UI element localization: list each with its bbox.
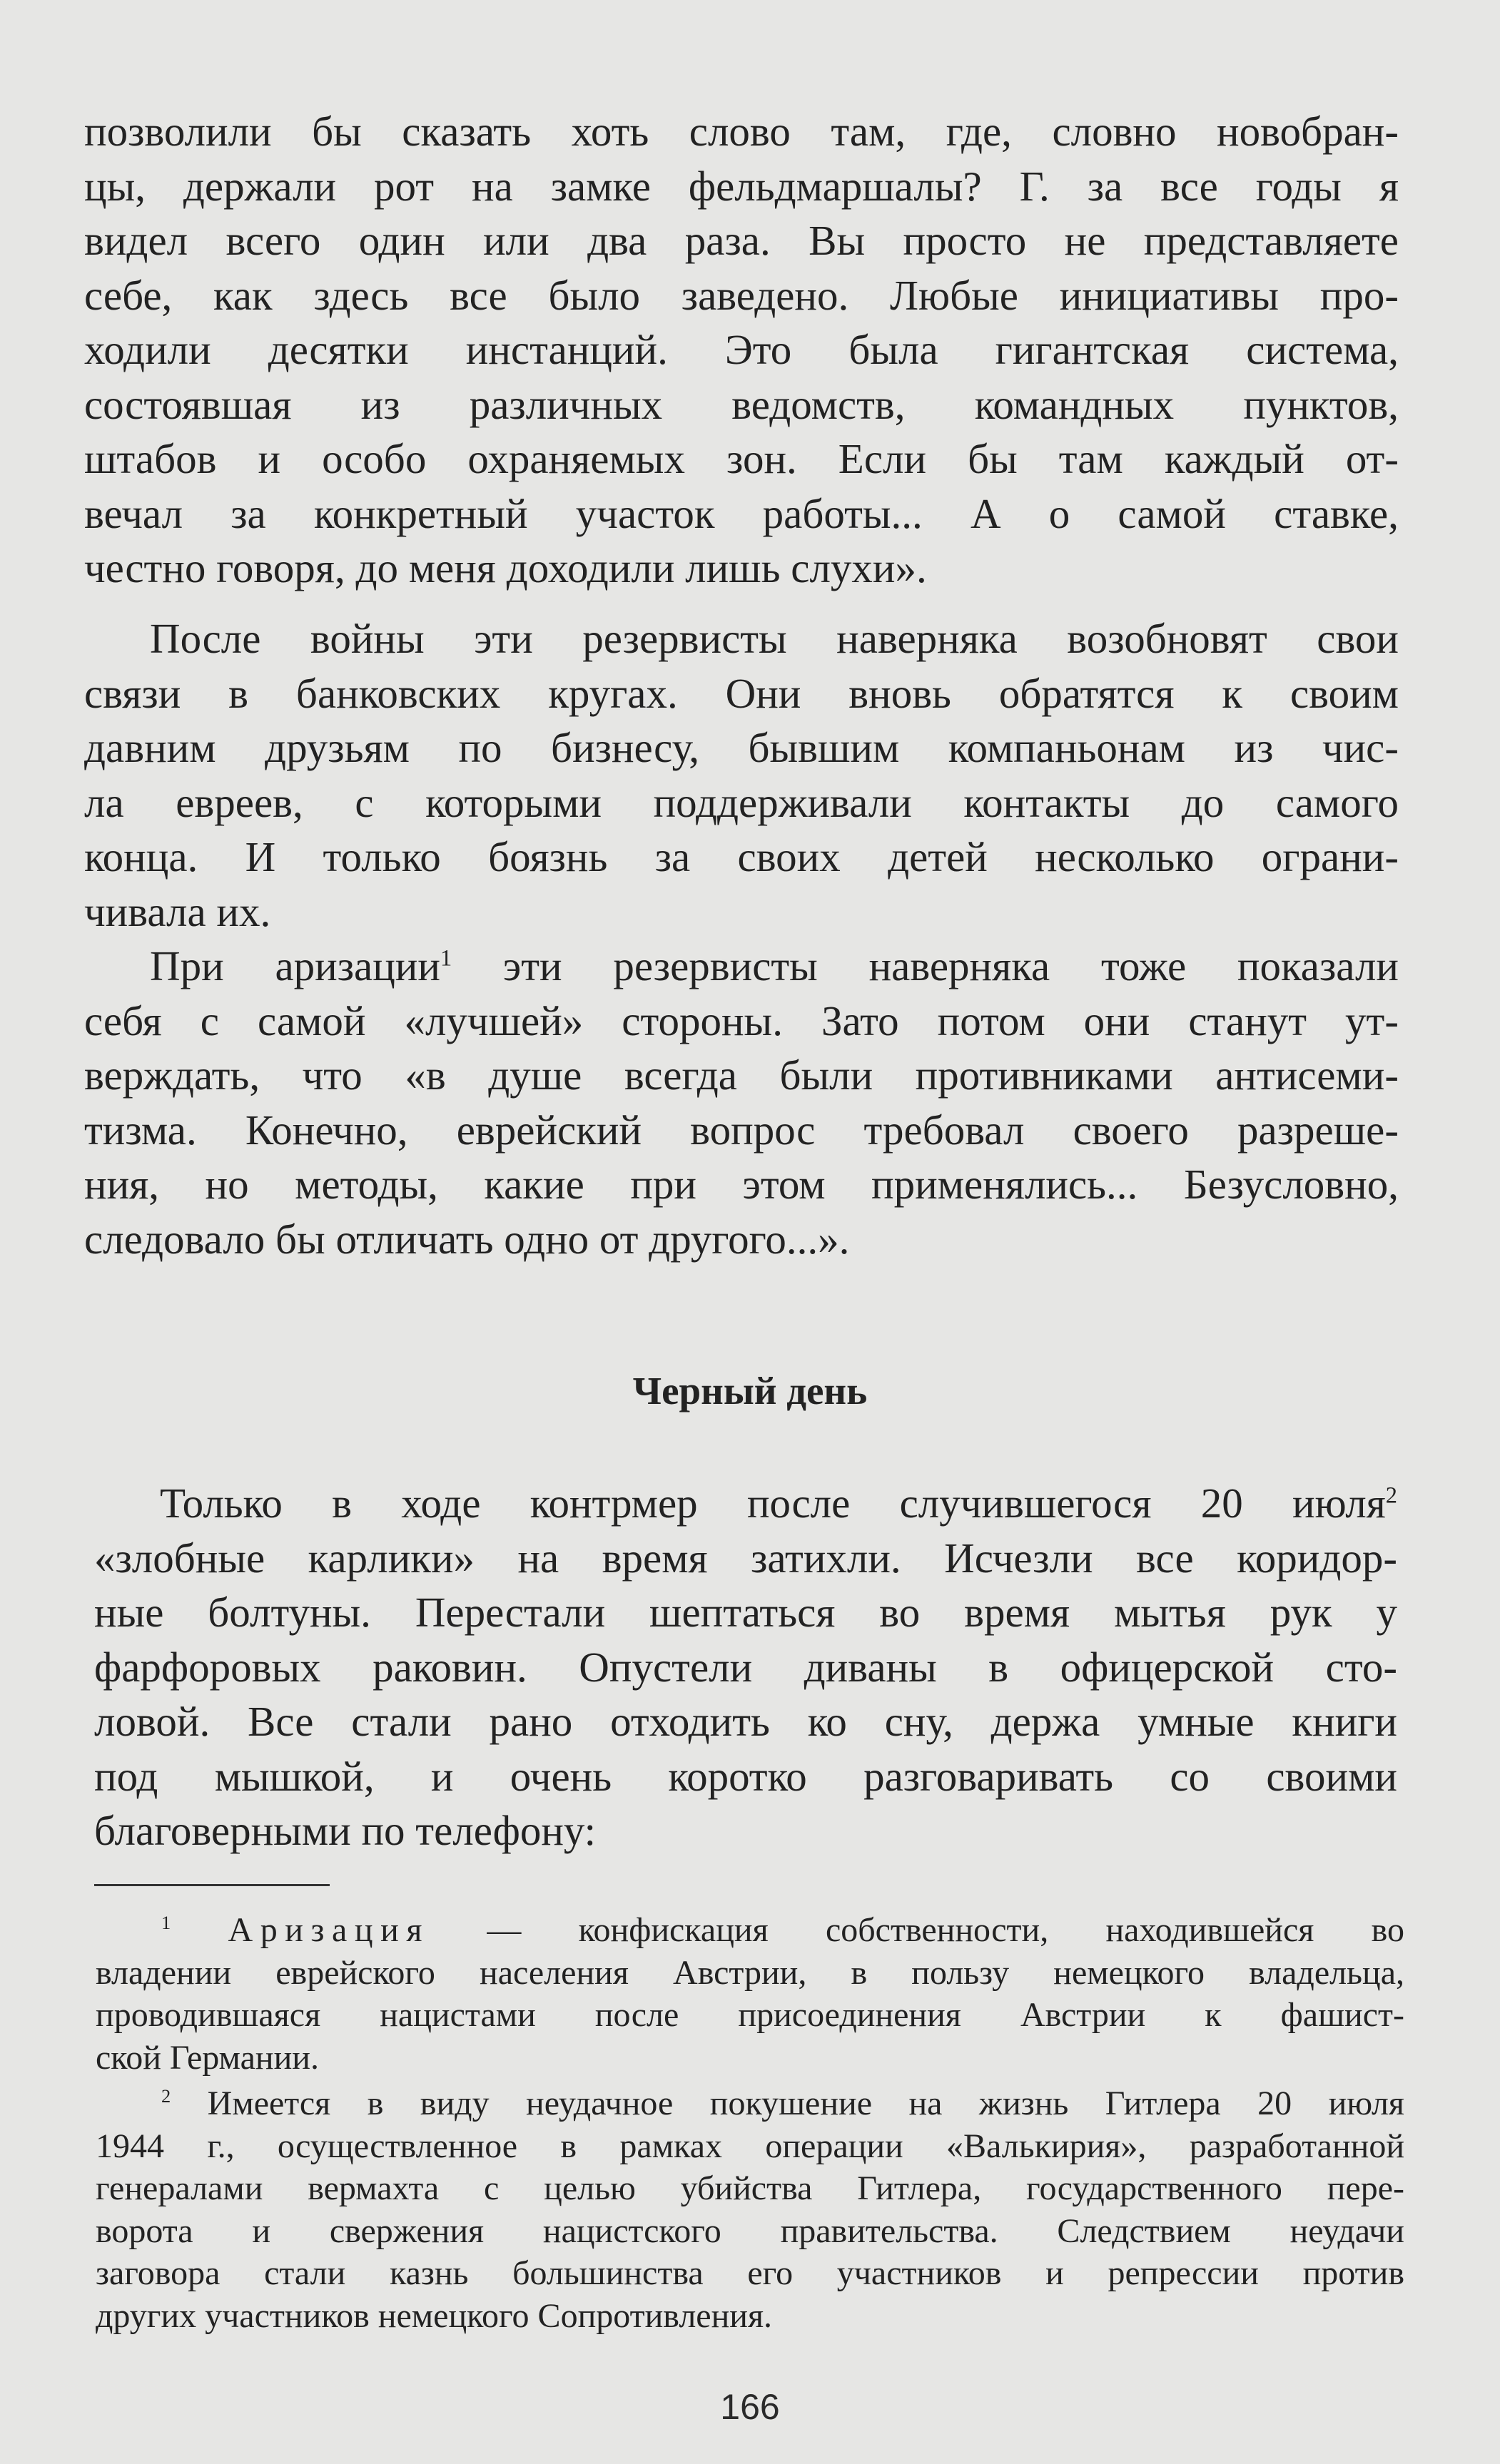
text-line (94, 1476, 1397, 1531)
text-line: состоявшая из различных ведомств, командных пунктов, (84, 380, 1399, 428)
text-line: ловой. Все стали рано отходить ко сну, держа умные книги (94, 1698, 1397, 1745)
text-line: владении еврейского населения Австрии, в пользу немецкого владельца, (96, 1953, 1404, 1992)
text-fragment: При аризации (150, 942, 440, 989)
text-line: заговора стали казнь большинства его участников и репрессии против (96, 2254, 1404, 2292)
footnote-number: 2 (161, 2085, 171, 2107)
text-line: ла евреев, с которыми поддерживали контакты до самого (84, 778, 1399, 826)
footnote-number: 1 (161, 1912, 171, 1933)
section-heading: Черный день (632, 1369, 868, 1412)
text-line: проводившаяся нацистами после присоединения Австрии к фашист- (96, 1996, 1404, 2034)
text-line: фарфоровых раковин. Опустели диваны в офицерской сто- (94, 1643, 1397, 1691)
text-line: вечал за конкретный участок работы... А о самой ставке, (84, 489, 1399, 537)
text-line: благоверными по телефону: (94, 1807, 597, 1854)
footnote-1 (96, 1909, 1404, 2079)
text-line: ния, но методы, какие при этом применялись... Безусловно, (84, 1161, 1399, 1208)
paragraph-4 (94, 1476, 1397, 1858)
text-line: цы, держали рот на замке фельдмаршалы? Г. за все годы я (84, 162, 1399, 210)
text-line: себе, как здесь все было заведено. Любые инициативы про- (84, 271, 1399, 319)
page-number: 166 (720, 2387, 780, 2427)
footnote-ref-2[interactable]: 2 (1385, 1482, 1397, 1509)
text-fragment: Имеется в виду неудачное покушение на жизнь Гитлера 20 июля (171, 2084, 1404, 2122)
text-line: видел всего один или два раза. Вы просто не представляете (84, 217, 1399, 264)
text-line: ворота и свержения нацистского правительства. Следствием неудачи (96, 2211, 1404, 2250)
text-line (96, 1909, 1404, 1952)
text-fragment: — конфискация собственности, находившейся во (430, 1911, 1404, 1949)
text-line: «злобные карлики» на время затихли. Исчезли все коридор- (94, 1534, 1397, 1582)
footnote-2 (96, 2082, 1404, 2337)
paragraph-1 (84, 104, 1399, 596)
text-line: штабов и особо охраняемых зон. Если бы там каждый от- (84, 435, 1399, 482)
footnote-divider (94, 1884, 330, 1886)
footnote-ref-1[interactable]: 1 (440, 945, 452, 972)
text-line: ходили десятки инстанций. Это была гигантская система, (84, 326, 1399, 373)
text-line: других участников немецкого Сопротивления. (96, 2296, 773, 2335)
text-fragment: эти резервисты наверняка тоже показали (452, 942, 1399, 989)
text-line: После войны эти резервисты наверняка возобновят свои (150, 615, 1399, 662)
text-line: 1944 г., осуществленное в рамках операции «Валькирия», разработанной (96, 2127, 1404, 2165)
text-fragment: Только в ходе контрмер после случившегося 20 июля (160, 1480, 1386, 1527)
text-line: следовало бы отличать одно от другого...». (84, 1215, 850, 1263)
text-line (96, 2082, 1404, 2125)
footnote-term: Аризация (228, 1911, 430, 1949)
text-line: конца. И только боязнь за своих детей несколько ограни- (84, 833, 1399, 880)
paragraph-2 (84, 611, 1399, 939)
text-line: тизма. Конечно, еврейский вопрос требовал своего разреше- (84, 1106, 1399, 1154)
text-line: позволили бы сказать хоть слово там, где, словно новобран- (84, 108, 1399, 155)
text-line: под мышкой, и очень коротко разговаривать со своими (94, 1752, 1397, 1800)
text-line: ные болтуны. Перестали шептаться во время мытья рук у (94, 1589, 1397, 1636)
text-line: генералами вермахта с целью убийства Гитлера, государственного пере- (96, 2169, 1404, 2207)
text-line: давним друзьям по бизнесу, бывшим компаньонам из чис- (84, 724, 1399, 771)
text-line: чивала их. (84, 887, 271, 935)
paragraph-3 (84, 939, 1399, 1266)
text-line: верждать, что «в душе всегда были противниками антисеми- (84, 1052, 1399, 1099)
text-line: себя с самой «лучшей» стороны. Зато потом они станут ут- (84, 997, 1399, 1044)
text-line: ской Германии. (96, 2038, 319, 2077)
text-line: честно говоря, до меня доходили лишь слухи». (84, 544, 927, 591)
text-line: связи в банковских кругах. Они вновь обратятся к своим (84, 669, 1399, 717)
text-line (84, 939, 1399, 994)
